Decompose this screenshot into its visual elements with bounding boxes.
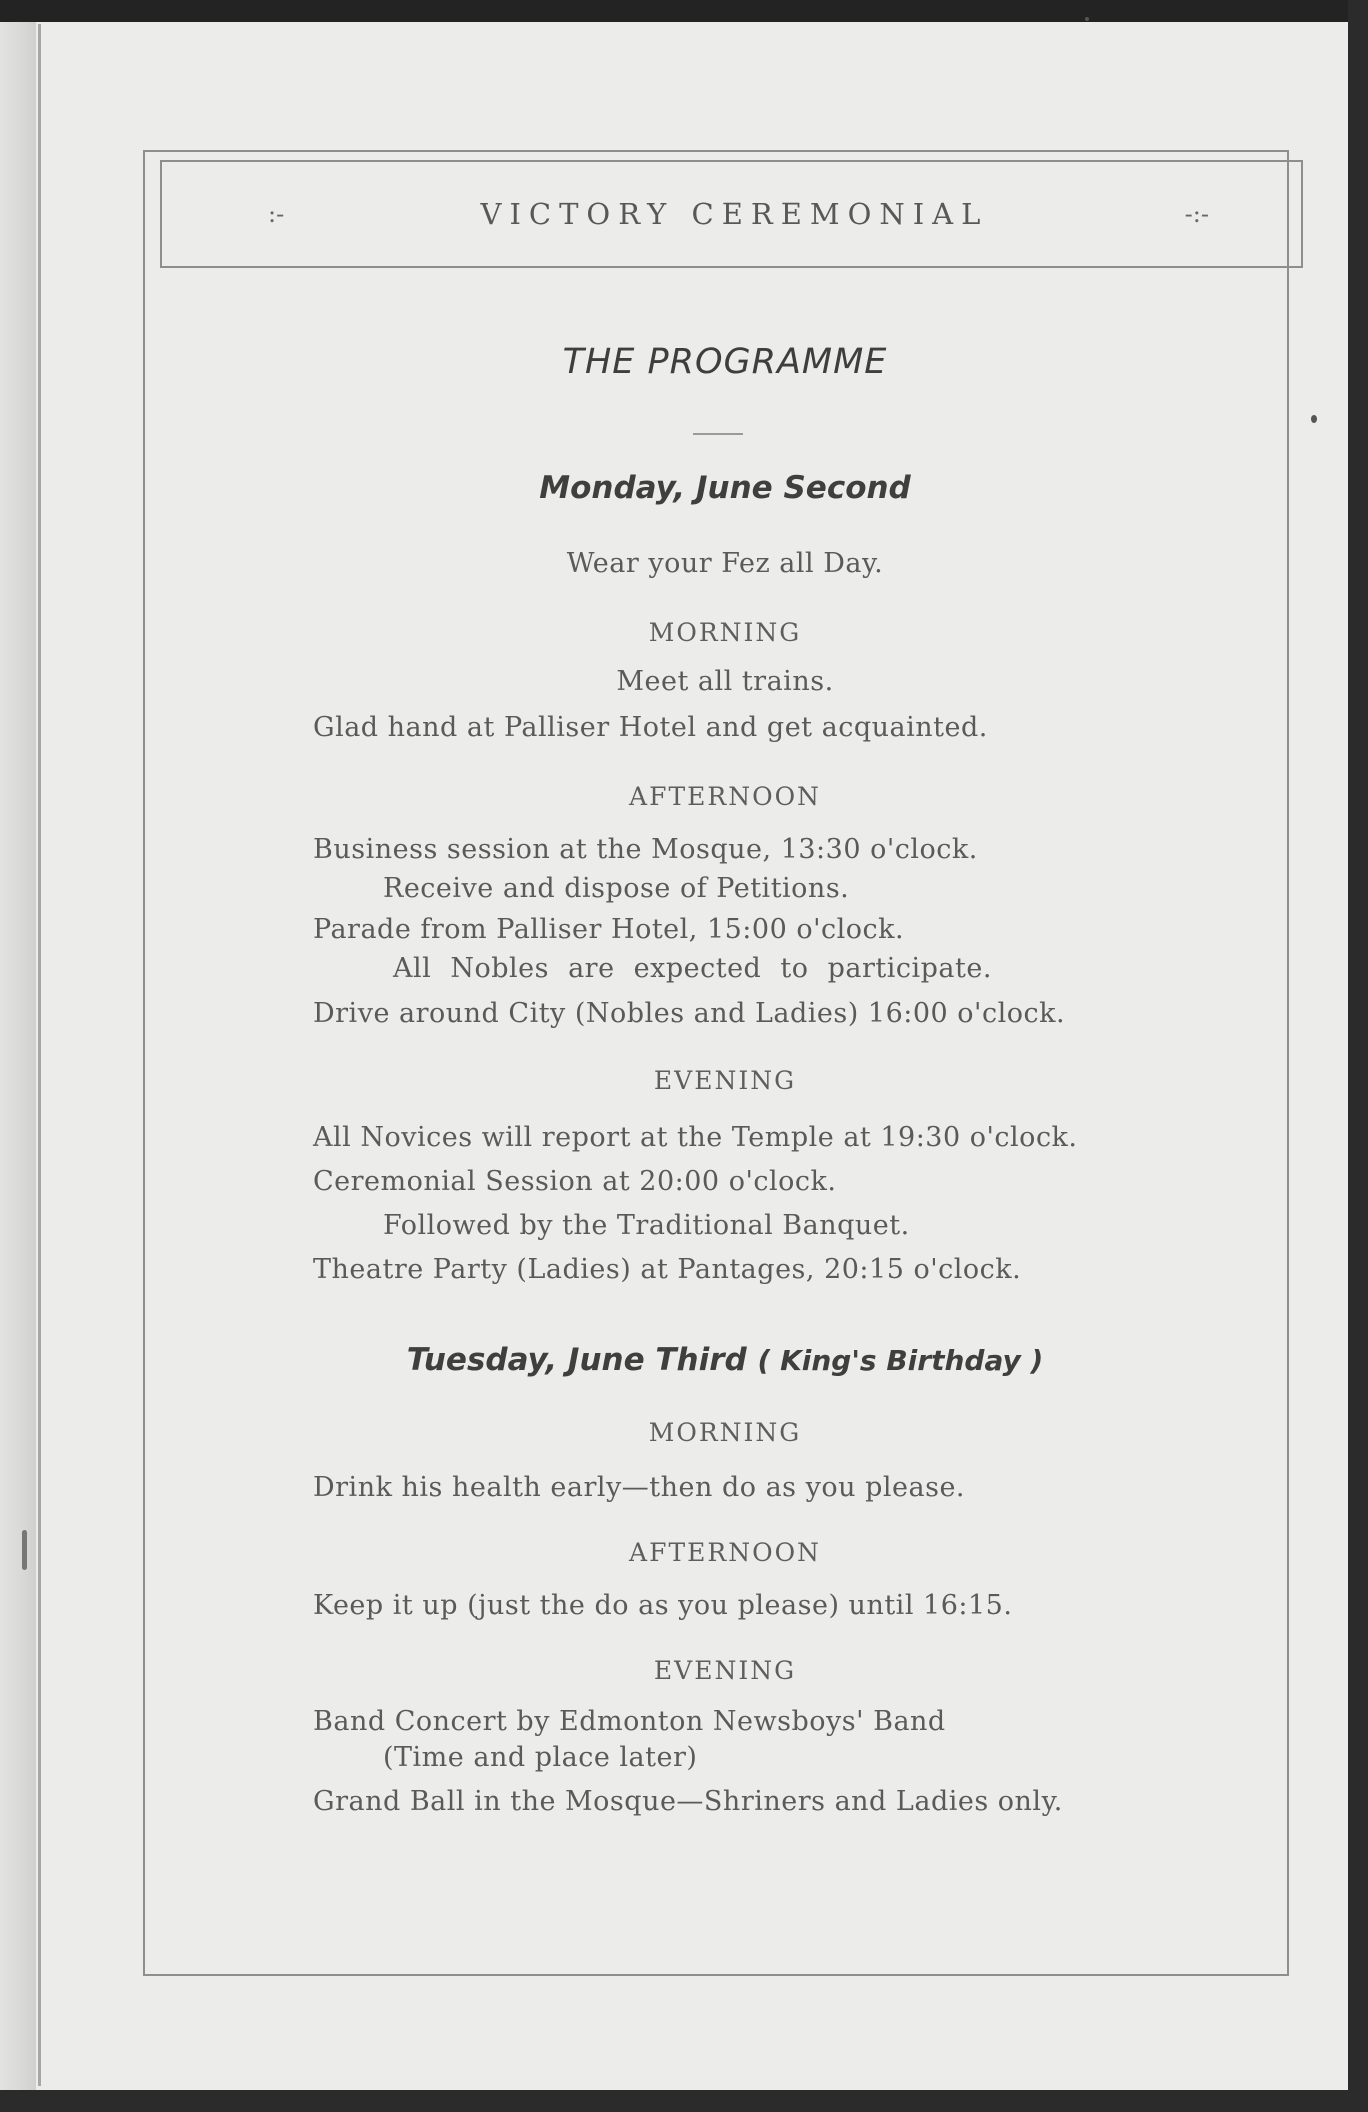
monday-evening-line: Ceremonial Session at 20:00 o'clock. xyxy=(313,1166,837,1197)
monday-afternoon-line: Business session at the Mosque, 13:30 o'clock. xyxy=(313,834,978,865)
monday-afternoon-line: Receive and dispose of Petitions. xyxy=(383,873,850,904)
tuesday-morning-label: MORNING xyxy=(648,1418,802,1447)
monday-evening-label: EVENING xyxy=(653,1066,797,1095)
monday-afternoon-line: Parade from Palliser Hotel, 15:00 o'clock. xyxy=(313,914,905,945)
tuesday-heading xyxy=(260,1342,1190,1378)
tuesday-heading-note: ( King's Birthday ) xyxy=(757,1344,1044,1377)
scan-mark xyxy=(22,1530,27,1570)
header-title: VICTORY CEREMONIAL xyxy=(480,197,989,231)
tuesday-evening-line: Grand Ball in the Mosque—Shriners and Ladies only. xyxy=(313,1786,1063,1817)
scan-border-bottom xyxy=(0,2090,1368,2112)
monday-morning-line: Glad hand at Palliser Hotel and get acquainted. xyxy=(313,712,988,743)
page-header xyxy=(160,160,1303,268)
header-ornament-left: :- xyxy=(268,200,285,228)
title-rule xyxy=(693,433,743,435)
programme-title: THE PROGRAMME xyxy=(562,342,888,382)
monday-afternoon-line: Drive around City (Nobles and Ladies) 16:00 o'clock. xyxy=(313,998,1066,1029)
binding-edge xyxy=(0,22,36,2090)
tuesday-evening-line: (Time and place later) xyxy=(383,1742,698,1773)
header-ornament-right: -:- xyxy=(1184,200,1209,228)
scan-border-right xyxy=(1348,0,1368,2112)
monday-evening-line: All Novices will report at the Temple at 19:30 o'clock. xyxy=(313,1122,1078,1153)
monday-morning-line: Meet all trains. xyxy=(616,666,834,697)
monday-note: Wear your Fez all Day. xyxy=(566,548,884,579)
scan-speck xyxy=(1311,415,1317,423)
monday-afternoon-line: All Nobles are expected to participate. xyxy=(393,953,992,984)
page-frame xyxy=(143,150,1289,1976)
monday-afternoon-label: AFTERNOON xyxy=(629,782,821,811)
gutter-line xyxy=(38,24,41,2086)
tuesday-evening-line: Band Concert by Edmonton Newsboys' Band xyxy=(313,1706,946,1737)
tuesday-afternoon-line: Keep it up (just the do as you please) until 16:15. xyxy=(313,1590,1013,1621)
monday-evening-line: Followed by the Traditional Banquet. xyxy=(383,1210,910,1241)
tuesday-heading-text: Tuesday, June Third xyxy=(406,1342,747,1378)
monday-evening-line: Theatre Party (Ladies) at Pantages, 20:15 o'clock. xyxy=(313,1254,1022,1285)
monday-heading: Monday, June Second xyxy=(539,470,911,506)
tuesday-morning-line: Drink his health early—then do as you please. xyxy=(313,1472,966,1503)
monday-morning-label: MORNING xyxy=(648,618,802,647)
tuesday-afternoon-label: AFTERNOON xyxy=(629,1538,821,1567)
tuesday-evening-label: EVENING xyxy=(653,1656,797,1685)
scan-speck xyxy=(1085,17,1089,21)
